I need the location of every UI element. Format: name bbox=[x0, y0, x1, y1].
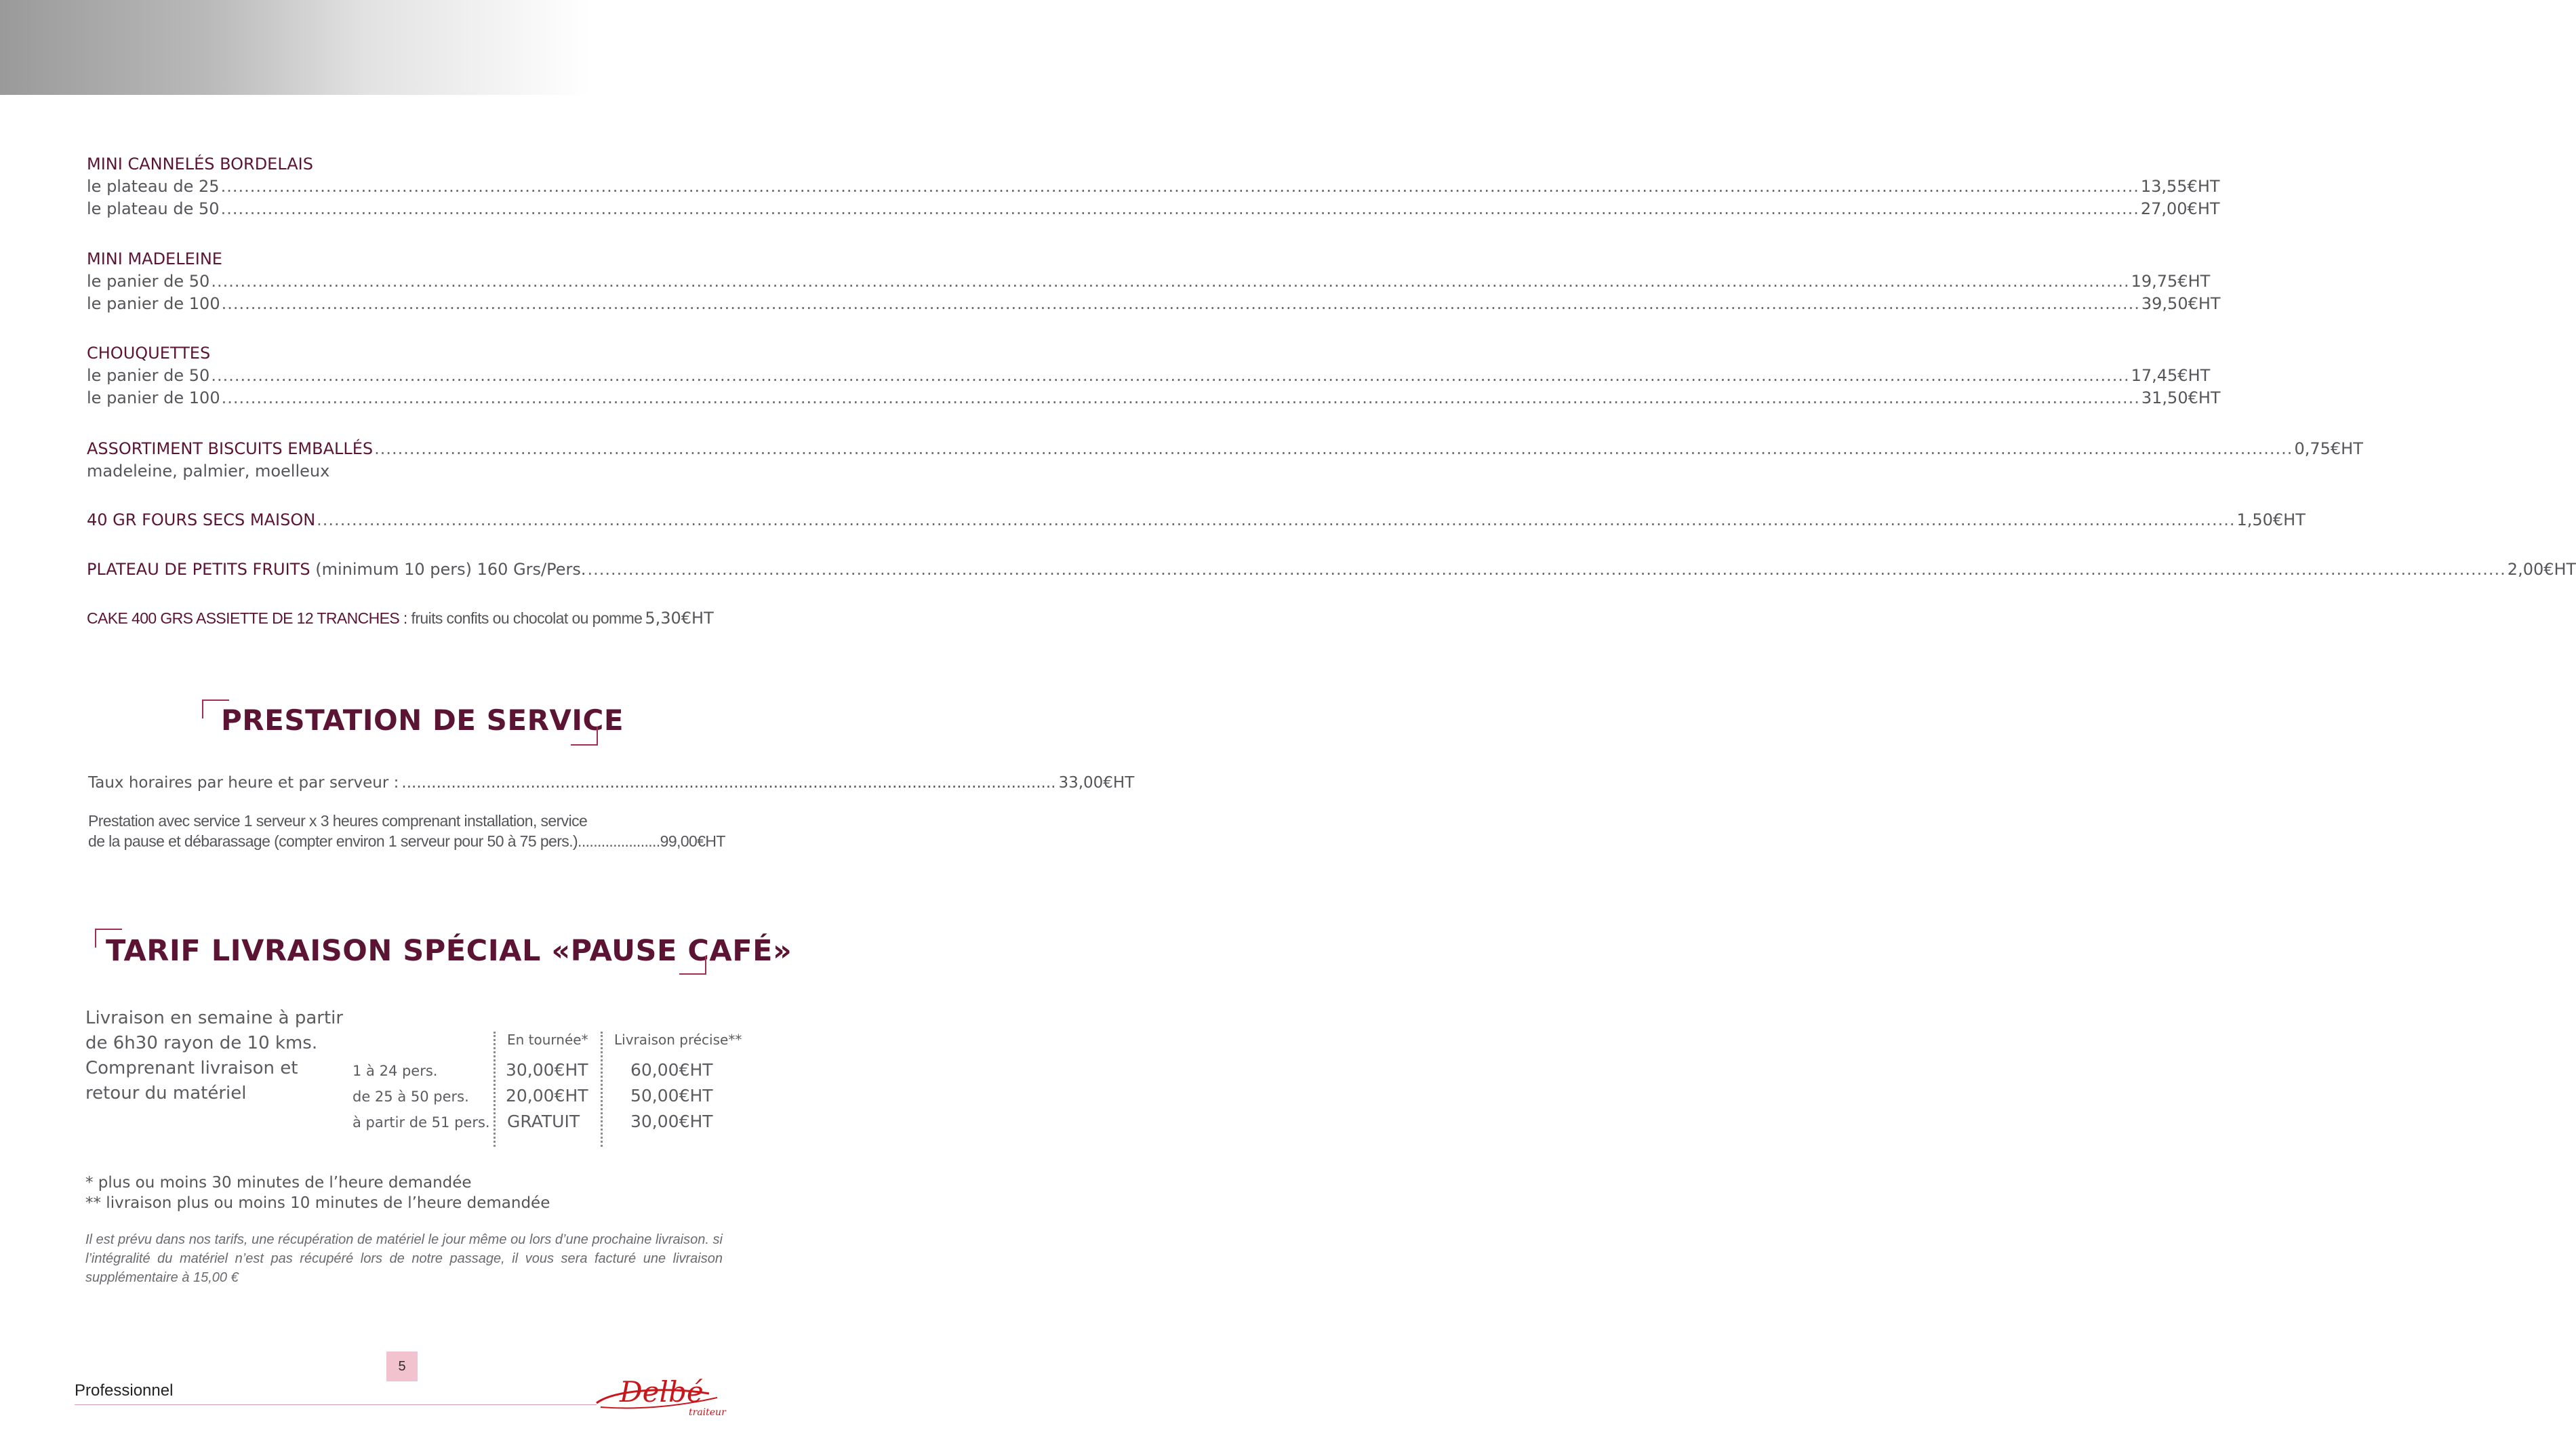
item-title: MINI MADELEINE bbox=[87, 249, 222, 268]
leader-dots bbox=[221, 198, 2139, 220]
row-price: 39,50€HT bbox=[2141, 294, 2221, 313]
col-header-precise: Livraison précise** bbox=[614, 1032, 742, 1048]
leader-dots bbox=[317, 509, 2235, 531]
row-price: 27,00€HT bbox=[2140, 199, 2220, 218]
page-number: 5 bbox=[386, 1352, 418, 1381]
row-label bbox=[87, 559, 586, 581]
price-row bbox=[87, 438, 2363, 460]
table-cell-precise: 50,00€HT bbox=[630, 1086, 713, 1105]
table-divider bbox=[494, 1032, 496, 1147]
service-presta-block bbox=[88, 811, 725, 851]
table-divider bbox=[601, 1032, 603, 1147]
leader-dots bbox=[374, 438, 2293, 460]
row-label bbox=[87, 607, 642, 630]
table-cell-precise: 60,00€HT bbox=[630, 1060, 713, 1080]
price-row bbox=[87, 293, 2221, 315]
leader-dots: .................................................................................................................................... bbox=[401, 774, 1056, 792]
row-label: le panier de 50 bbox=[87, 366, 210, 385]
footnote-1: * plus ou moins 30 minutes de l’heure demandée bbox=[85, 1174, 472, 1192]
title-corner-bottom-right bbox=[571, 727, 598, 746]
header-gradient-band bbox=[0, 0, 590, 95]
price-row bbox=[87, 509, 2306, 531]
logo-text: Delbé bbox=[620, 1375, 704, 1408]
row-price: 2,00€HT bbox=[2507, 560, 2576, 579]
row-price: 31,50€HT bbox=[2141, 388, 2221, 407]
footer-rule bbox=[75, 1404, 597, 1405]
price-row bbox=[88, 831, 725, 851]
delbe-logo bbox=[594, 1366, 729, 1421]
table-row-label: 1 à 24 pers. bbox=[353, 1063, 438, 1079]
description-line: retour du matériel bbox=[85, 1083, 247, 1103]
table-row-label: à partir de 51 pers. bbox=[353, 1114, 490, 1131]
col-header-tournee: En tournée* bbox=[507, 1032, 588, 1048]
item-title: PLATEAU DE PETITS FRUITS bbox=[87, 560, 310, 579]
row-label: le panier de 100 bbox=[87, 388, 220, 407]
row-price: 17,45€HT bbox=[2131, 366, 2211, 385]
row-price: 5,30€HT bbox=[645, 609, 714, 628]
description-line: Livraison en semaine à partir bbox=[85, 1008, 344, 1028]
row-price: 1,50€HT bbox=[2236, 510, 2306, 529]
row-price: 19,75€HT bbox=[2131, 272, 2211, 291]
row-price: 13,55€HT bbox=[2140, 177, 2220, 196]
description-line: de 6h30 rayon de 10 kms. bbox=[85, 1033, 318, 1053]
table-cell-tournee: 30,00€HT bbox=[506, 1060, 588, 1080]
leader-dots bbox=[222, 293, 2140, 315]
section-title-delivery: TARIF LIVRAISON SPÉCIAL «PAUSE CAFÉ» bbox=[106, 934, 792, 968]
table-cell-precise: 30,00€HT bbox=[630, 1112, 713, 1131]
footnotes bbox=[85, 1173, 550, 1213]
description-line: Comprenant livraison et bbox=[85, 1058, 298, 1078]
row-price: 0,75€HT bbox=[2294, 439, 2363, 458]
service-presta-line1: Prestation avec service 1 serveur x 3 heures comprenant installation, service bbox=[88, 812, 588, 830]
table-cell-tournee: 20,00€HT bbox=[506, 1086, 588, 1105]
service-rate-label: Taux horaires par heure et par serveur : bbox=[88, 774, 399, 792]
service-rate-price: 33,00€HT bbox=[1058, 774, 1135, 792]
item-fours bbox=[87, 509, 2306, 531]
item-title: CHOUQUETTES bbox=[87, 344, 211, 363]
price-row bbox=[87, 387, 2221, 409]
item-fruits bbox=[87, 559, 2576, 581]
item-title: MINI CANNELÉS BORDELAIS bbox=[87, 155, 313, 174]
price-row bbox=[87, 365, 2211, 387]
item-detail: (minimum 10 pers) 160 Grs/Pers. bbox=[315, 560, 586, 579]
row-label: le plateau de 50 bbox=[87, 199, 220, 218]
price-row bbox=[87, 559, 2576, 581]
row-label: le plateau de 25 bbox=[87, 177, 220, 196]
leader-dots bbox=[221, 176, 2139, 198]
item-chouquettes bbox=[87, 342, 2221, 409]
material-recovery-note: Il est prévu dans nos tarifs, une récupération de matériel le jour même ou lors d’une prochaine livraison. si l’intégralité du matériel n’est pas récupéré lors de notre passage, il vous sera facturé une livraison supplémentaire à 15,00 € bbox=[85, 1232, 723, 1285]
item-biscuits bbox=[87, 438, 2363, 483]
service-rate-row bbox=[88, 774, 1135, 792]
price-row bbox=[87, 270, 2211, 293]
leader-dots: ..................... bbox=[578, 832, 660, 850]
item-subtitle: madeleine, palmier, moelleux bbox=[87, 462, 330, 481]
table-cell-tournee: GRATUIT bbox=[507, 1112, 580, 1131]
footer-label: Professionnel bbox=[75, 1381, 174, 1400]
logo-subtext: traiteur bbox=[689, 1407, 726, 1418]
table-row-label: de 25 à 50 pers. bbox=[353, 1089, 469, 1105]
title-corner-bottom-right bbox=[679, 956, 706, 975]
leader-dots bbox=[222, 387, 2140, 409]
item-cake bbox=[87, 607, 714, 630]
delivery-description bbox=[85, 1006, 343, 1106]
footnote-2: ** livraison plus ou moins 10 minutes de l’heure demandée bbox=[85, 1194, 550, 1212]
item-detail: fruits confits ou chocolat ou pomme bbox=[411, 609, 643, 627]
leader-dots bbox=[588, 559, 2506, 581]
row-label: le panier de 50 bbox=[87, 272, 210, 291]
section-title-service: PRESTATION DE SERVICE bbox=[221, 704, 624, 737]
price-row bbox=[87, 607, 714, 630]
item-title: ASSORTIMENT BISCUITS EMBALLÉS bbox=[87, 439, 374, 458]
price-row bbox=[87, 198, 2220, 220]
item-canneles bbox=[87, 153, 2220, 220]
price-row bbox=[87, 176, 2220, 198]
row-label: le panier de 100 bbox=[87, 294, 220, 313]
leader-dots bbox=[211, 365, 2129, 387]
item-title: 40 GR FOURS SECS MAISON bbox=[87, 510, 316, 529]
service-presta-price: 99,00€HT bbox=[660, 832, 725, 850]
item-madeleine bbox=[87, 248, 2221, 315]
item-title: CAKE 400 GRS ASSIETTE DE 12 TRANCHES : bbox=[87, 609, 407, 627]
service-presta-line2: de la pause et débarassage (compter environ 1 serveur pour 50 à 75 pers.) bbox=[88, 832, 578, 850]
leader-dots bbox=[211, 270, 2129, 293]
